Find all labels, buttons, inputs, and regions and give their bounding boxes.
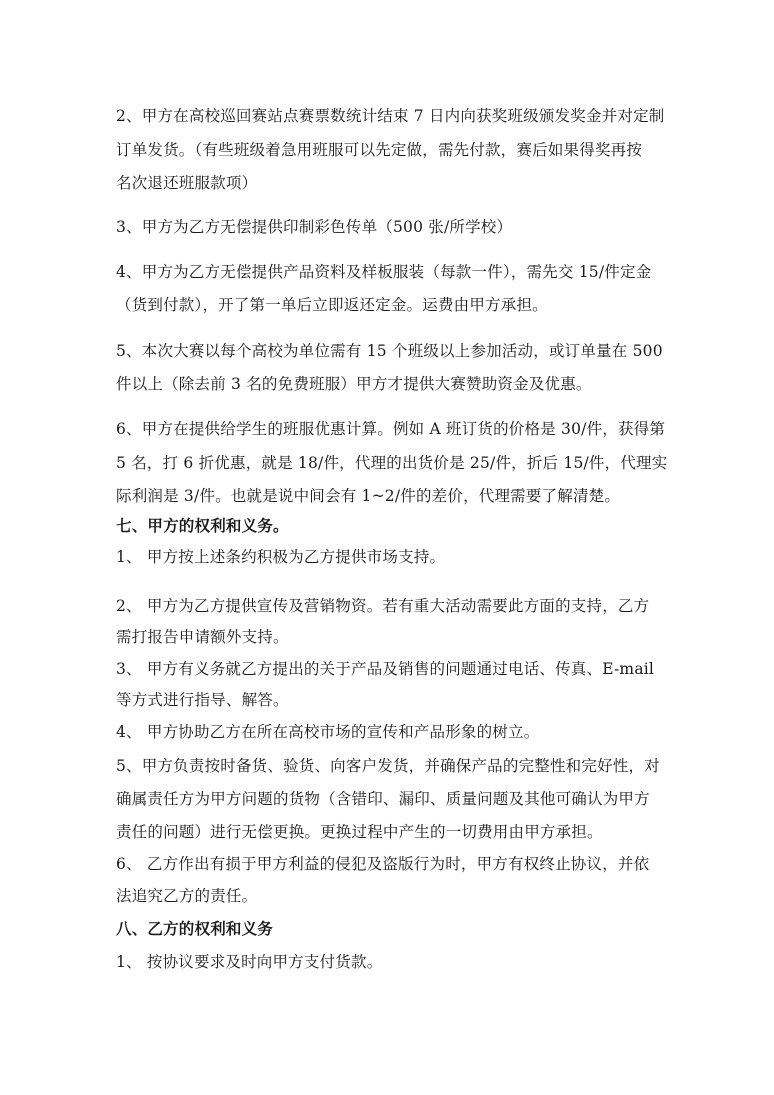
- section-7-item-1: 1、 甲方按上述条约积极为乙方提供市场支持。: [116, 548, 446, 566]
- section-7-item-5-line-1: 5、甲方负责按时备货、验货、向客户发货，并确保产品的完整性和完好性，对: [116, 757, 660, 775]
- section-7-item-6-line-1: 6、 乙方作出有损于甲方利益的侵犯及盗版行为时，甲方有权终止协议，并依: [116, 855, 650, 873]
- section-7-item-5-line-3: 责任的问题）进行无偿更换。更换过程中产生的一切费用由甲方承担。: [116, 823, 603, 841]
- section-7-item-2-line-1: 2、 甲方为乙方提供宣传及营销物资。若有重大活动需要此方面的支持，乙方: [116, 597, 650, 615]
- clause-2-line-1: 2、甲方在高校巡回赛站点赛票数统计结束 7 日内向获奖班级颁发奖金并对定制: [116, 107, 665, 125]
- clause-4-line-2: （货到付款），开了第一单后立即返还定金。运费由甲方承担。: [116, 296, 548, 314]
- clause-6-line-1: 6、甲方在提供给学生的班服优惠计算。例如 A 班订货的价格是 30/件，获得第: [116, 420, 666, 438]
- section-7-item-2-line-2: 需打报告申请额外支持。: [116, 628, 289, 646]
- section-8-item-1: 1、 按协议要求及时向甲方支付货款。: [116, 953, 383, 971]
- clause-2-line-2: 订单发货。（有些班级着急用班服可以先定做，需先付款，赛后如果得奖再按: [116, 141, 643, 159]
- clause-3-line-1: 3、甲方为乙方无偿提供印制彩色传单（500 张/所学校）: [116, 218, 513, 236]
- clause-5-line-1: 5、本次大赛以每个高校为单位需有 15 个班级以上参加活动，或订单量在 500: [116, 342, 663, 360]
- section-7-heading: 七、甲方的权利和义务。: [116, 517, 289, 535]
- clause-2-line-3: 名次退还班服款项）: [116, 174, 258, 192]
- clause-6-line-2: 5 名，打 6 折优惠，就是 18/件，代理的出货价是 25/件，折后 15/件，代理实: [116, 454, 668, 472]
- section-7-item-6-line-2: 法追究乙方的责任。: [116, 887, 258, 905]
- section-7-item-4: 4、 甲方协助乙方在所在高校市场的宣传和产品形象的树立。: [116, 723, 540, 741]
- section-7-item-3-line-2: 等方式进行指导、解答。: [116, 691, 289, 709]
- section-8-heading: 八、乙方的权利和义务: [116, 920, 274, 938]
- section-7-item-5-line-2: 确属责任方为甲方问题的货物（含错印、漏印、质量问题及其他可确认为甲方: [116, 790, 650, 808]
- clause-6-line-3: 际利润是 3/件。也就是说中间会有 1~2/件的差价，代理需要了解清楚。: [116, 487, 621, 505]
- clause-4-line-1: 4、甲方为乙方无偿提供产品资料及样板服装（每款一件），需先交 15/件定金: [116, 263, 652, 281]
- section-7-item-3-line-1: 3、 甲方有义务就乙方提出的关于产品及销售的问题通过电话、传真、E-mail: [116, 660, 655, 678]
- clause-5-line-2: 件以上（除去前 3 名的免费班服）甲方才提供大赛赞助资金及优惠。: [116, 375, 592, 393]
